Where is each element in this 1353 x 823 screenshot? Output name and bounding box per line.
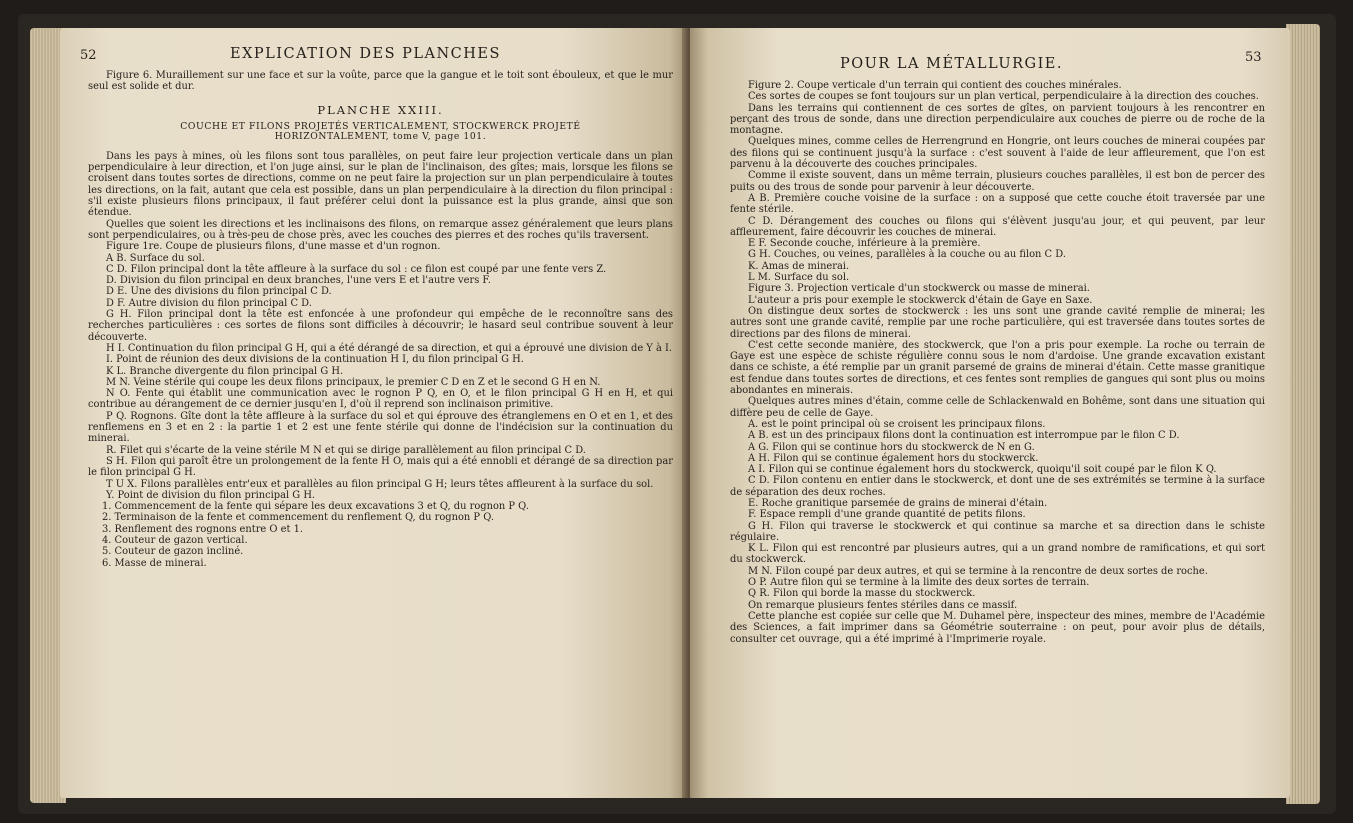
paragraph: Quelles que soient les directions et les inclinaisons des filons, on remarque assez généralement que leurs plans sont perpendiculaires, ou à très-peu de chose près, avec les couches des pierres et des roches qu'ils traversent. bbox=[88, 218, 673, 241]
paragraph: A B. est un des principaux filons dont la continuation est interrompue par le filon C D. bbox=[748, 430, 1180, 442]
paragraph: P Q. Rognons. Gîte dont la tête affleure à la surface du sol et qui éprouve des étranglemens en O et en 1, et des renflemens en 3 et en 2 : la partie 1 et 2 est une fente stérile qui donne de l'indécision sur la continuation du minerai. bbox=[88, 410, 673, 445]
paragraph: A B. Première couche voisine de la surface : on a supposé que cette couche étoit traversée par une fente stérile. bbox=[730, 192, 1265, 216]
paragraph: E. Roche granitique parsemée de grains de minerai d'étain. bbox=[748, 497, 1048, 509]
paragraph: Comme il existe souvent, dans un même terrain, plusieurs couches parallèles, il est bon de percer des puits ou des trous de sonde pour parvenir à leur découverte. bbox=[730, 170, 1265, 193]
paragraph: A G. Filon qui se continue hors du stockwerck de N en G. bbox=[748, 441, 1035, 453]
left-page bbox=[60, 28, 688, 798]
paragraph: L'auteur a pris pour exemple le stockwerck d'étain de Gaye en Saxe. bbox=[748, 294, 1093, 306]
right-page bbox=[690, 28, 1290, 798]
paragraph: C D. Filon contenu en entier dans le stockwerck, et dont une de ses extrémités se termine à la surface de séparation des deux roches. bbox=[730, 475, 1265, 498]
paragraph: 4. Couteur de gazon vertical. bbox=[102, 534, 248, 546]
running-head: EXPLICATION DES PLANCHES bbox=[230, 46, 501, 62]
paragraph: A I. Filon qui se continue également hors du stockwerck, quoiqu'il soit coupé par le filon K Q. bbox=[748, 464, 1217, 476]
paragraph: Y. Point de division du filon principal G H. bbox=[106, 489, 316, 501]
plate-subtitle: COUCHE ET FILONS PROJETÉS VERTICALEMENT, STOCKWERCK PROJETÉ HORIZONTALEMENT, tome V, page 101. bbox=[180, 120, 581, 143]
paragraph: 6. Masse de minerai. bbox=[102, 557, 207, 569]
paragraph: S H. Filon qui paroît être un prolongement de la fente H O, mais qui a été ennobli et dérangé de sa direction par le filon principal G H. bbox=[88, 455, 673, 479]
paragraph: I. Point de réunion des deux divisions de la continuation H I, du filon principal G H. bbox=[106, 354, 524, 366]
paragraph: K L. Branche divergente du filon principal G H. bbox=[106, 365, 344, 377]
paragraph: On distingue deux sortes de stockwerck : les uns sont une grande cavité remplie de minerai; les autres sont une grande cavité, remplie par une roche particulière, qui est traversée dans toutes sortes de directions par des filons de minerai. bbox=[730, 305, 1265, 340]
paragraph: Quelques mines, comme celles de Herrengrund en Hongrie, ont leurs couches de minerai coupées par des filons qui se continuent jusqu'à la surface : c'est souvent à l'aide de leur affleurement, que l'on est parvenu à la découverte des couches principales. bbox=[730, 136, 1265, 171]
paragraph-list bbox=[730, 80, 1265, 645]
paragraph: Cette planche est copiée sur celle que M. Duhamel père, inspecteur des mines, membre de l'Académie des Sciences, a fait imprimer dans sa Géométrie souterraine : on peut, pour avoir plus de détails, consulter cet ouvrage, qui a été imprimé à l'Imprimerie royale. bbox=[730, 610, 1265, 645]
paragraph: C D. Dérangement des couches ou filons qui s'élèvent jusqu'au jour, et qui peuvent, par leur affleurement, faire découvrir les couches de minerai. bbox=[730, 215, 1265, 238]
page-number: 53 bbox=[1245, 50, 1262, 65]
paragraph: K. Amas de minerai. bbox=[748, 260, 850, 272]
paragraph: H I. Continuation du filon principal G H, qui a été dérangé de sa direction, et qui a éprouvé une division de Y à I. bbox=[106, 342, 673, 354]
paragraph: O P. Autre filon qui se termine à la limite des deux sortes de terrain. bbox=[748, 577, 1090, 589]
paragraph: G H. Filon principal dont la tête est enfoncée à une profondeur qui empêche de le reconnoître sans des recherches particulières : ces sortes de filons sont difficiles à découvrir; le hasard seul contribue souvent à leur découverte. bbox=[88, 309, 673, 343]
paragraph: 2. Terminaison de la fente et commencement du renflement Q, du rognon P Q. bbox=[102, 512, 494, 524]
paragraph: G H. Couches, ou veines, parallèles à la couche ou au filon C D. bbox=[748, 249, 1066, 261]
paragraph: M N. Filon coupé par deux autres, et qui se termine à la rencontre de deux sortes de roche. bbox=[748, 565, 1208, 577]
paragraph: Figure 1re. Coupe de plusieurs filons, d'une masse et d'un rognon. bbox=[106, 241, 441, 253]
paragraph: M N. Veine stérile qui coupe les deux filons principaux, le premier C D en Z et le second G H en N. bbox=[106, 376, 601, 388]
paragraph: A B. Surface du sol. bbox=[106, 252, 205, 264]
paragraph: Q R. Filon qui borde la masse du stockwerck. bbox=[748, 588, 976, 600]
right-page-text bbox=[730, 80, 1265, 645]
plate-title: PLANCHE XXIII. bbox=[317, 102, 444, 117]
paragraph: A H. Filon qui se continue également hors du stockwerck. bbox=[748, 452, 1039, 464]
left-page-text bbox=[88, 70, 673, 569]
paragraph: 1. Commencement de la fente qui sépare les deux excavations 3 et Q, du rognon P Q. bbox=[102, 501, 529, 513]
paragraph: 5. Couteur de gazon incliné. bbox=[102, 546, 244, 558]
paragraph-list bbox=[88, 151, 673, 501]
paragraph: D F. Autre division du filon principal C D. bbox=[106, 297, 312, 309]
paragraph: T U X. Filons parallèles entr'eux et parallèles au filon principal G H; leurs têtes affleurent à la surface du sol. bbox=[106, 478, 654, 490]
paragraph: D. Division du filon principal en deux branches, l'une vers E et l'autre vers F. bbox=[106, 275, 491, 287]
paragraph: Ces sortes de coupes se font toujours sur un plan vertical, perpendiculaire à la direction des couches. bbox=[748, 91, 1259, 103]
running-head: POUR LA MÉTALLURGIE. bbox=[840, 56, 1063, 72]
paragraph: Figure 2. Coupe verticale d'un terrain qui contient des couches minérales. bbox=[748, 80, 1122, 91]
paragraph: Figure 3. Projection verticale d'un stockwerck ou masse de minerai. bbox=[748, 283, 1090, 295]
page-edges-right bbox=[1286, 24, 1320, 804]
paragraph: G H. Filon qui traverse le stockwerck et qui continue sa marche et sa direction dans le schiste régulaire. bbox=[730, 520, 1265, 543]
numbered-list bbox=[88, 501, 673, 569]
paragraph: Quelques autres mines d'étain, comme celle de Schlackenwald en Bohême, sont dans une situation qui diffère peu de celle de Gaye. bbox=[730, 396, 1265, 419]
paragraph: Figure 6. Muraillement sur une face et sur la voûte, parce que la gangue et le toit sont ébouleux, et que le mur seul est solide et dur. bbox=[88, 70, 673, 93]
page-number: 52 bbox=[80, 48, 97, 63]
paragraph: R. Filet qui s'écarte de la veine stérile M N et qui se dirige parallèlement au filon principal C D. bbox=[106, 444, 586, 456]
paragraph: N O. Fente qui établit une communication avec le rognon P Q, en O, et le filon principal G H en H, et qui contribue au dérangement de ce dernier jusqu'en I, d'où il reprend son inclinaison primitive. bbox=[88, 388, 673, 411]
paragraph: K L. Filon qui est rencontré par plusieurs autres, qui a un grand nombre de ramifications, et qui sort du stockwerck. bbox=[730, 543, 1265, 566]
paragraph: A. est le point principal où se croisent les principaux filons. bbox=[748, 418, 1046, 430]
paragraph: F. Espace rempli d'une grande quantité de petits filons. bbox=[748, 509, 1026, 521]
paragraph: 3. Renflement des rognons entre O et 1. bbox=[102, 523, 304, 535]
paragraph: E F. Seconde couche, inférieure à la première. bbox=[748, 238, 981, 250]
paragraph: C D. Filon principal dont la tête affleure à la surface du sol : ce filon est coupé par une fente vers Z. bbox=[106, 263, 607, 275]
paragraph: Dans les pays à mines, où les filons sont tous parallèles, on peut faire leur projection verticale dans un plan perpendiculaire à leur direction, et l'on juge ainsi, sur le plan de l'inclinaison, des gîtes; mais, lorsque les filons se croisent dans toutes sortes de directions, comme on ne peut faire la projection sur un plan perpendiculaire à toutes les directions, on la fait, autant que cela est possible, dans un plan perpendiculaire à la direction du filon principal : s'il existe plusieurs filons principaux, il faut préférer celui dont la puissance est la plus grande, ainsi que son étendue. bbox=[88, 150, 673, 219]
paragraph: C'est cette seconde manière, des stockwerck, que l'on a pris pour exemple. La roche ou terrain de Gaye est une espèce de schiste régulière connu sous le nom d'ardoise. Une grande excavation existant dans ce schiste, a été remplie par un granit parsemé de grains de minerai d'étain. Cette masse granitique est fendue dans toutes sortes de directions, et ces fentes sont remplies de gangues qui sont plus ou moins abondantes en minerais. bbox=[730, 339, 1265, 397]
paragraph: Dans les terrains qui contiennent de ces sortes de gîtes, on parvient toujours à les rencontrer en perçant des trous de sonde, dans une direction perpendiculaire aux couches de pierre ou de roche de la montagne. bbox=[730, 102, 1265, 137]
paragraph: L M. Surface du sol. bbox=[748, 272, 850, 284]
paragraph: On remarque plusieurs fentes stériles dans ce massif. bbox=[748, 599, 1018, 611]
paragraph: D E. Une des divisions du filon principal C D. bbox=[106, 286, 332, 298]
